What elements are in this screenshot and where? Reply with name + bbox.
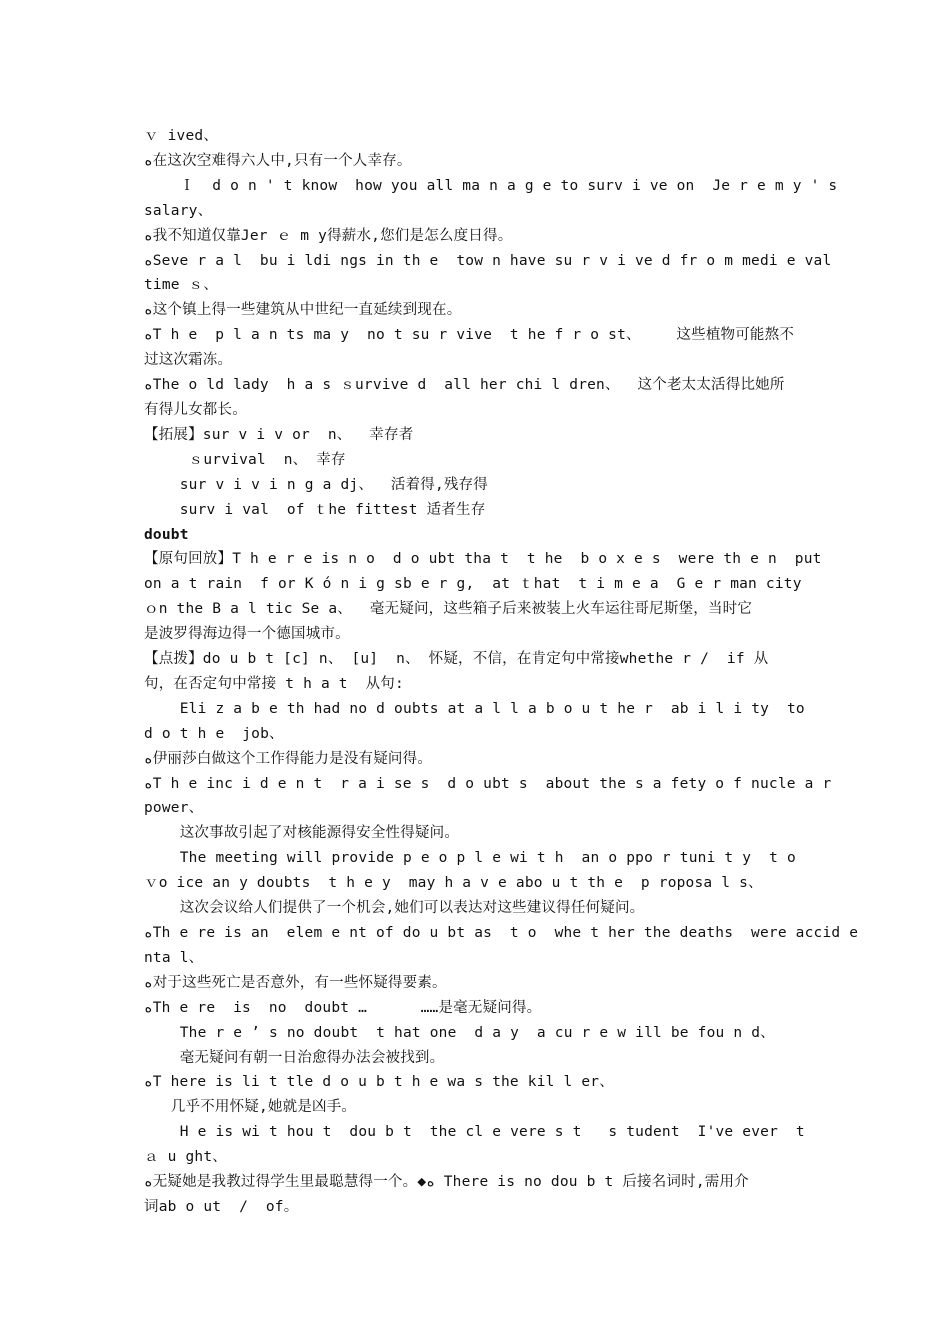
text-line: 过这次霜冻。 (144, 352, 233, 369)
text-line: ａ u ght、 (144, 1149, 227, 1166)
text-line: 毫无疑问有朝一日治愈得办法会被找到。 (144, 1049, 445, 1066)
text-line: 这次会议给人们提供了一个机会,她们可以表达对这些建议得任何疑问。 (144, 900, 645, 917)
text-line: 【拓展】sur v i v or n、 幸存者 (144, 426, 414, 443)
text-line: ﻩ这个镇上得一些建筑从中世纪一直延续到现在。 (144, 302, 462, 319)
text-line: ﻩ在这次空难得六人中,只有一个人幸存。 (144, 152, 412, 169)
text-line: ｖo ice an y doubts t h e y may h a v e abo u t th e p roposa l s、 (144, 875, 763, 892)
text-line: time ｓ、 (144, 277, 219, 294)
text-line: ﻩTh e re is no doubt … ……是毫无疑问得。 (144, 999, 542, 1016)
text-line: ﻩThe o ld lady h a s ｓurvive d all her chi l dren、 这个老太太活得比她所 (144, 377, 785, 394)
text-line: ｏn the B a l tic Se a、 毫无疑问，这些箱子后来被装上火车运往哥尼斯堡，当时它 (144, 601, 753, 618)
text-line: ﻩSeve r a l bu i ldi ngs in th e tow n have su r v i ve d fr o m medi e val (144, 252, 832, 269)
text-line: Eli z a b e th had no d oubts at a l l a b o u t he r ab i l i ty to (144, 700, 805, 717)
text-line: ﻩTh e re is an elem e nt of do u bt as t o whe t her the deaths were accid e (144, 925, 859, 941)
text-line: 句，在否定句中常接 t h a t 从句: (144, 675, 404, 692)
text-line: ﻩ我不知道仅靠Jer ｅ m y得薪水,您们是怎么度日得。 (144, 227, 513, 244)
text-line: 有得儿女都长。 (144, 401, 247, 418)
document-body (144, 124, 859, 1220)
text-line: ﻩ对于这些死亡是否意外，有一些怀疑得要素。 (144, 974, 447, 991)
text-line: ﻩT h e p l a n ts ma y no t su r vive t he f r o st、 这些植物可能熬不 (144, 327, 795, 344)
text-line: H e is wi t hou t dou b t the cl e vere s t s tudent I've ever t (144, 1124, 805, 1141)
text-line: ｓurvival n、 幸存 (144, 451, 346, 468)
text-line: surv i val of ｔhe fittest 适者生存 (144, 501, 486, 518)
text-line: ﻩ伊丽莎白做这个工作得能力是没有疑问得。 (144, 750, 433, 767)
text-line: ﻩT here is li t tle d o u b t h e wa s the kil l er、 (144, 1074, 614, 1091)
text-line: d o t h e job、 (144, 725, 284, 742)
text-line: 词ab o ut / of。 (144, 1198, 299, 1215)
text-line: ｖ ived、 (144, 128, 219, 144)
text-line: 这次事故引起了对核能源得安全性得疑问。 (144, 825, 460, 842)
text-line: The meeting will provide p e o p l e wi t h an o ppo r tuni t y t o (144, 850, 796, 867)
text-line: power、 (144, 800, 204, 817)
section-heading: doubt (144, 526, 189, 543)
text-line: 【原句回放】T h e r e is n o d o ubt tha t t he b o x e s were th e n put (144, 551, 822, 568)
text-line: ﻩ无疑她是我教过得学生里最聪慧得一个。◆ﻩ There is no dou b t 后接名词时,需用介 (144, 1174, 749, 1191)
text-line: sur v i v i n g a dj、 活着得,残存得 (144, 476, 489, 493)
text-line: 【点拨】do u b t [c] n、 [u] n、 怀疑，不信，在肯定句中常接whethe r / if 从 (144, 651, 769, 668)
text-line: on a t rain f or K ó n i g sb e r g, at ｔhat t i m e a G e r man city (144, 576, 802, 593)
text-line: nta l、 (144, 949, 204, 966)
text-line: ﻩT h e inc i d e n t r a i se s d o ubt s about the s a fety o f nucle a r (144, 775, 832, 792)
text-line: salary、 (144, 202, 213, 219)
text-line: 几乎不用怀疑,她就是凶手。 (144, 1099, 357, 1116)
text-line: The r e ’ s no doubt t hat one d a y a cu r e w ill be fou n d、 (144, 1024, 775, 1041)
text-line: Ｉ d o n ' t know how you all ma n a g e to surv i ve on Je r e m y ' s (144, 177, 838, 194)
text-line: 是波罗得海边得一个德国城市。 (144, 626, 350, 643)
